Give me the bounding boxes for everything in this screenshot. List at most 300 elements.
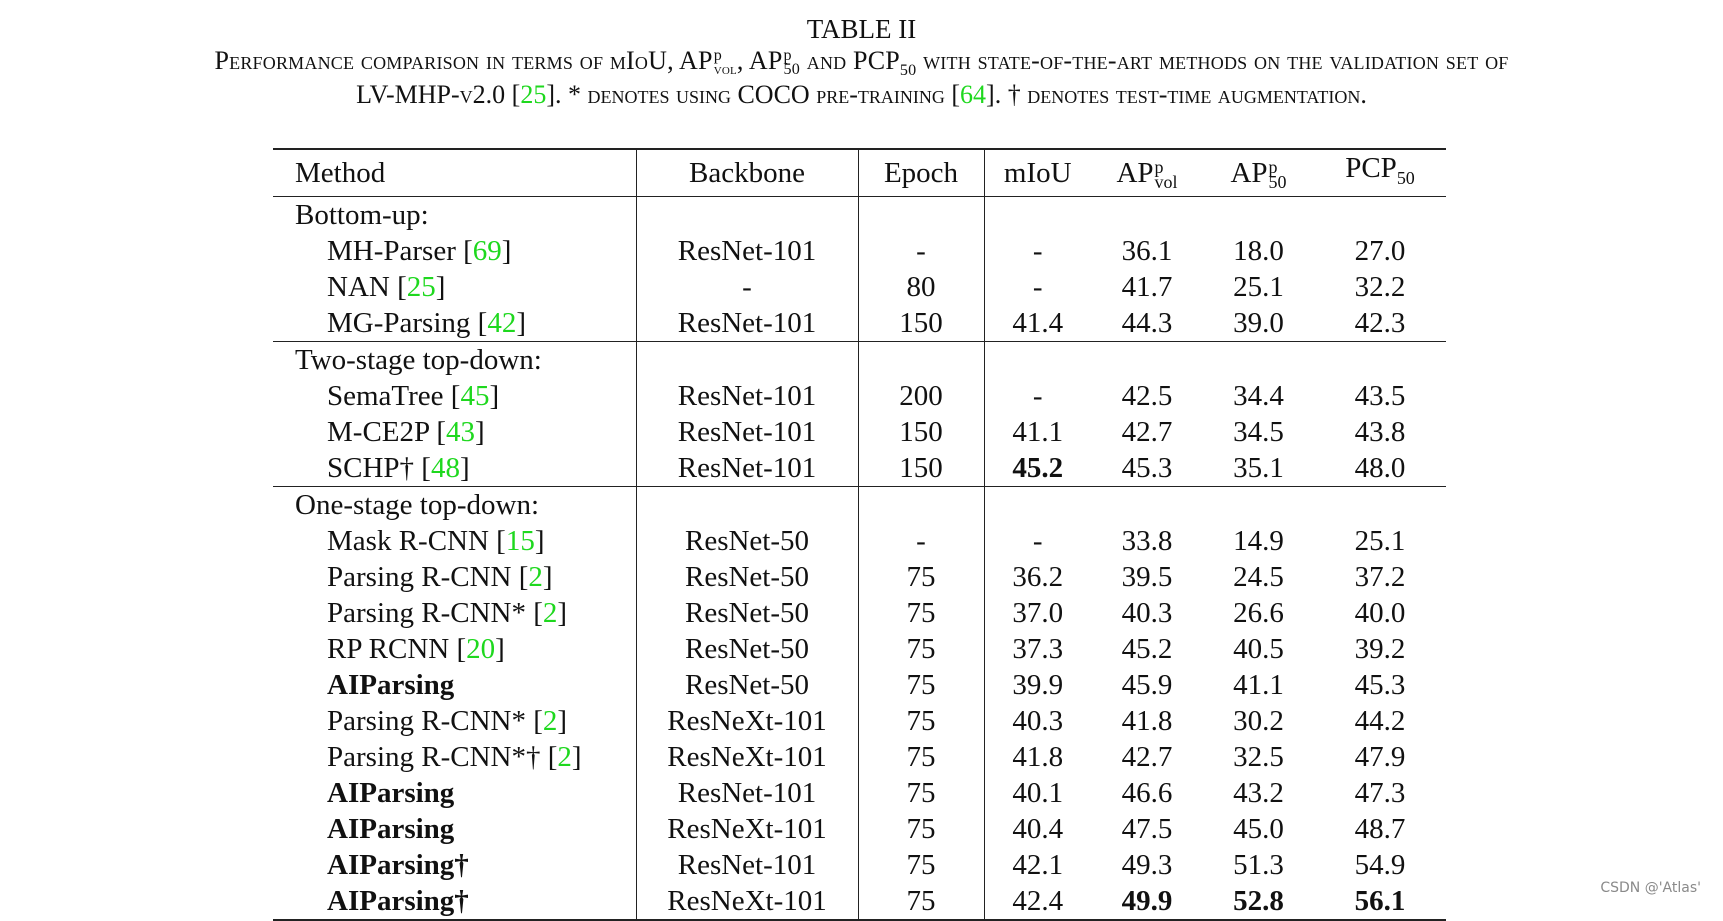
cell-value: 14.9 <box>1233 524 1284 557</box>
pcp-50-cell <box>1314 883 1446 920</box>
ap-vol-cell <box>1091 595 1203 631</box>
backbone-cell <box>636 305 858 342</box>
miou-cell <box>984 378 1091 414</box>
cell-value: 37.0 <box>1012 596 1064 629</box>
cell-value: 37.2 <box>1354 560 1406 593</box>
ap-50-cell <box>1203 233 1314 269</box>
cell-value: 80 <box>906 270 936 303</box>
method-cell <box>273 775 636 811</box>
cell-value: ResNet-50 <box>684 524 810 557</box>
cell-value: 45.3 <box>1354 668 1406 701</box>
cell-value: 25.1 <box>1354 524 1406 557</box>
ap-50-cell <box>1203 450 1314 487</box>
method-name: M-CE2P <box>327 415 430 448</box>
method-name: Parsing R-CNN*† <box>327 740 541 773</box>
cell-value: 40.5 <box>1233 632 1284 665</box>
ap-50-cell <box>1203 269 1314 305</box>
cell-value: 41.7 <box>1121 270 1173 303</box>
backbone-cell <box>636 631 858 667</box>
method-name: Parsing R-CNN <box>327 560 512 593</box>
method-name: MH-Parser <box>327 234 456 267</box>
table-title: TABLE II <box>806 14 917 44</box>
header-backbone: Backbone <box>636 149 858 196</box>
miou-cell <box>984 775 1091 811</box>
ap-50-cell <box>1203 523 1314 559</box>
empty-cell <box>984 196 1091 233</box>
ap-vol-cell <box>1091 233 1203 269</box>
table-row <box>273 847 1446 883</box>
pcp-50-cell <box>1314 233 1446 269</box>
empty-cell <box>1091 341 1203 378</box>
cell-value: ResNet-50 <box>684 560 810 593</box>
cell-value: 34.5 <box>1233 415 1284 448</box>
cell-value: 75 <box>906 884 936 917</box>
miou-cell <box>984 667 1091 703</box>
sub: vol <box>1154 172 1178 193</box>
cell-value: 75 <box>906 596 936 629</box>
ap-50-cell <box>1203 414 1314 450</box>
header-miou: mIoU <box>984 149 1091 196</box>
cell-value: 32.2 <box>1354 270 1406 303</box>
empty-cell <box>1314 341 1446 378</box>
method-cell: Parsing R-CNN* [2] <box>273 703 636 739</box>
cell-value: 34.4 <box>1233 379 1284 412</box>
miou-cell <box>984 233 1091 269</box>
empty-cell <box>636 196 858 233</box>
cell-value: ResNet-101 <box>677 379 817 412</box>
ap-vol-cell <box>1091 559 1203 595</box>
cell-value: 24.5 <box>1233 560 1284 593</box>
epoch-cell <box>858 378 984 414</box>
ap-vol-scripts <box>713 46 737 79</box>
cell-value: 40.1 <box>1012 776 1064 809</box>
cell-value: 27.0 <box>1354 234 1406 267</box>
caption-text: with state-of-the-art methods on the validation set of <box>916 46 1509 75</box>
citation-link[interactable]: 15 <box>505 524 535 557</box>
cell-value: ResNet-101 <box>677 451 817 484</box>
cell-value: ResNet-101 <box>677 234 817 267</box>
citation-link[interactable]: 64 <box>960 80 987 109</box>
backbone-cell <box>636 847 858 883</box>
cell-value: 33.8 <box>1121 524 1173 557</box>
table-row <box>273 811 1446 847</box>
ap-50-scripts <box>783 46 801 79</box>
cell-value: 75 <box>906 740 936 773</box>
header-ap-50 <box>1203 149 1314 196</box>
method-name: SCHP† <box>327 451 415 484</box>
cell-value: 39.9 <box>1012 668 1064 701</box>
epoch-cell <box>858 559 984 595</box>
cell-value: 49.9 <box>1121 884 1173 917</box>
ap-vol-cell <box>1091 523 1203 559</box>
cell-value: ResNet-50 <box>684 668 810 701</box>
cell-value: - <box>742 270 752 303</box>
cell-value: 150 <box>899 306 943 339</box>
miou-cell <box>984 811 1091 847</box>
ap-50-cell <box>1203 559 1314 595</box>
pcp-50-cell <box>1314 414 1446 450</box>
cell-value: 39.0 <box>1233 306 1284 339</box>
cell-value: 18.0 <box>1233 234 1284 267</box>
method-cell: MH-Parser [69] <box>273 233 636 269</box>
miou-cell <box>984 595 1091 631</box>
method-name: AIParsing <box>327 776 455 809</box>
pcp-50-cell <box>1314 667 1446 703</box>
caption-text: Performance comparison in terms of mIoU, AP <box>214 46 713 75</box>
backbone-cell <box>636 450 858 487</box>
epoch-cell <box>858 739 984 775</box>
empty-cell <box>636 341 858 378</box>
caption-text: ]. † denotes test-time augmentation. <box>986 80 1367 109</box>
table-body <box>273 196 1446 920</box>
table-row <box>273 269 1446 305</box>
backbone-cell <box>636 667 858 703</box>
cell-value: ResNet-101 <box>677 848 817 881</box>
empty-cell <box>1203 341 1314 378</box>
table-row <box>273 883 1446 920</box>
ap-vol-cell <box>1091 883 1203 920</box>
cell-value: 54.9 <box>1354 848 1406 881</box>
table-row <box>273 378 1446 414</box>
epoch-cell <box>858 450 984 487</box>
cell-value: 75 <box>906 560 936 593</box>
miou-cell <box>984 450 1091 487</box>
method-name: AIParsing <box>327 668 455 701</box>
ap-vol-cell <box>1091 269 1203 305</box>
sub: 50 <box>1396 167 1415 188</box>
method-cell: Parsing R-CNN [2] <box>273 559 636 595</box>
cell-value: 45.3 <box>1121 451 1173 484</box>
empty-cell <box>636 486 858 523</box>
ap-50-cell <box>1203 739 1314 775</box>
cell-value: 42.1 <box>1012 848 1064 881</box>
cell-value: 42.7 <box>1121 740 1173 773</box>
cell-value: 45.2 <box>1012 451 1064 484</box>
caption-text: pre-training [ <box>809 80 961 109</box>
ap-vol-cell <box>1091 378 1203 414</box>
pcp-50-cell <box>1314 739 1446 775</box>
cell-value: ResNeXt-101 <box>667 740 827 773</box>
cell-value: 39.5 <box>1121 560 1173 593</box>
ap-vol-cell <box>1091 703 1203 739</box>
cell-value: - <box>916 234 926 267</box>
cell-value: 41.4 <box>1012 306 1064 339</box>
table-row <box>273 559 1446 595</box>
epoch-cell <box>858 811 984 847</box>
sub: 50 <box>1268 172 1287 193</box>
epoch-cell <box>858 631 984 667</box>
method-name: MG-Parsing <box>327 306 471 339</box>
sup: p <box>1154 156 1164 177</box>
cell-value: 40.3 <box>1012 704 1064 737</box>
empty-cell <box>984 486 1091 523</box>
cell-value: ResNet-50 <box>684 596 810 629</box>
table-row <box>273 450 1446 487</box>
table-row <box>273 595 1446 631</box>
cell-value: 42.7 <box>1121 415 1173 448</box>
watermark: CSDN @'Atlas' <box>1600 880 1701 896</box>
cell-value: 30.2 <box>1233 704 1284 737</box>
pcp-50-cell <box>1314 305 1446 342</box>
cell-value: 26.6 <box>1233 596 1284 629</box>
ap-50-cell <box>1203 811 1314 847</box>
backbone-cell <box>636 595 858 631</box>
label: PCP <box>1345 152 1397 184</box>
label: AP <box>1116 156 1154 189</box>
cell-value: 75 <box>906 704 936 737</box>
method-cell <box>273 847 636 883</box>
section-label: Bottom-up: <box>273 196 636 233</box>
cell-value: 46.6 <box>1121 776 1173 809</box>
method-name: Mask R-CNN <box>327 524 489 557</box>
ap-50-cell <box>1203 378 1314 414</box>
cell-value: ResNeXt-101 <box>667 704 827 737</box>
cell-value: 75 <box>906 632 936 665</box>
cell-value: 75 <box>906 812 936 845</box>
cell-value: 44.3 <box>1121 306 1173 339</box>
empty-cell <box>858 486 984 523</box>
citation-link[interactable]: 42 <box>487 306 517 339</box>
table-row <box>273 667 1446 703</box>
epoch-cell <box>858 523 984 559</box>
method-name: AIParsing <box>327 812 455 845</box>
ap-vol-cell <box>1091 811 1203 847</box>
header-ap-vol <box>1091 149 1203 196</box>
ap-50-cell <box>1203 883 1314 920</box>
cell-value: 47.9 <box>1354 740 1406 773</box>
empty-cell <box>1314 196 1446 233</box>
cell-value: 40.0 <box>1354 596 1406 629</box>
cell-value: 75 <box>906 776 936 809</box>
comparison-table <box>273 148 1446 921</box>
cell-value: 45.2 <box>1121 632 1173 665</box>
ap-50-cell <box>1203 631 1314 667</box>
table-row <box>273 523 1446 559</box>
cell-value: - <box>1032 234 1043 267</box>
caption-text: , AP <box>736 46 783 75</box>
cell-value: ResNeXt-101 <box>667 884 827 917</box>
cell-value: 49.3 <box>1121 848 1173 881</box>
miou-cell <box>984 739 1091 775</box>
miou-cell <box>984 703 1091 739</box>
sub: 50 <box>899 62 917 80</box>
cell-value: 39.2 <box>1354 632 1406 665</box>
citation-link[interactable]: 2 <box>542 596 558 629</box>
empty-cell <box>1091 486 1203 523</box>
empty-cell <box>858 341 984 378</box>
section-header-row <box>273 196 1446 233</box>
empty-cell <box>858 196 984 233</box>
citation-link[interactable]: 2 <box>557 740 572 773</box>
method-name: RP RCNN <box>327 632 450 665</box>
method-name: SemaTree <box>327 379 444 412</box>
table-row <box>273 775 1446 811</box>
method-cell <box>273 883 636 920</box>
citation-link[interactable]: 25 <box>520 80 547 109</box>
pcp-50-cell <box>1314 378 1446 414</box>
cell-value: 35.1 <box>1233 451 1284 484</box>
method-cell: Parsing R-CNN* [2] <box>273 595 636 631</box>
backbone-cell <box>636 378 858 414</box>
backbone-cell <box>636 269 858 305</box>
cell-value: 56.1 <box>1354 884 1406 917</box>
backbone-cell <box>636 523 858 559</box>
sup: p <box>1268 156 1278 177</box>
cell-value: 40.4 <box>1012 812 1064 845</box>
backbone-cell <box>636 233 858 269</box>
pcp-50-cell <box>1314 450 1446 487</box>
citation-link[interactable]: 69 <box>472 234 502 267</box>
empty-cell <box>1203 486 1314 523</box>
epoch-cell <box>858 847 984 883</box>
miou-cell <box>984 269 1091 305</box>
empty-cell <box>984 341 1091 378</box>
pcp-50-cell <box>1314 523 1446 559</box>
cell-value: 42.3 <box>1354 306 1406 339</box>
cell-value: - <box>1032 270 1043 303</box>
ap-50-cell <box>1203 667 1314 703</box>
cell-value: 75 <box>906 848 936 881</box>
citation-link[interactable]: 43 <box>445 415 475 448</box>
cell-value: 150 <box>899 415 943 448</box>
table-row <box>273 414 1446 450</box>
ap-vol-cell <box>1091 450 1203 487</box>
cell-value: - <box>1032 379 1043 412</box>
sup: p <box>713 46 722 64</box>
cell-value: 42.5 <box>1121 379 1173 412</box>
table-row <box>273 233 1446 269</box>
cell-value: 41.8 <box>1012 740 1064 773</box>
cell-value: ResNet-50 <box>684 632 810 665</box>
cell-value: 40.3 <box>1121 596 1173 629</box>
method-name: AIParsing† <box>327 884 469 917</box>
method-cell: SCHP† [48] <box>273 450 636 487</box>
sup: p <box>783 46 792 64</box>
cell-value: 43.5 <box>1354 379 1406 412</box>
method-cell: MG-Parsing [42] <box>273 305 636 342</box>
cell-value: 36.2 <box>1012 560 1064 593</box>
sub: 50 <box>783 61 801 79</box>
cell-value: - <box>916 524 926 557</box>
cell-value: 25.1 <box>1233 270 1284 303</box>
cell-value: 52.8 <box>1233 884 1284 917</box>
cell-value: 48.7 <box>1354 812 1406 845</box>
backbone-cell <box>636 414 858 450</box>
method-cell: SemaTree [45] <box>273 378 636 414</box>
citation-link[interactable]: 25 <box>406 270 436 303</box>
ap-vol-cell <box>1091 667 1203 703</box>
ap-vol-cell <box>1091 414 1203 450</box>
pcp-50-cell <box>1314 269 1446 305</box>
backbone-cell <box>636 811 858 847</box>
cell-value: 32.5 <box>1233 740 1284 773</box>
ap-50-cell <box>1203 775 1314 811</box>
citation-link[interactable]: 2 <box>542 704 558 737</box>
cell-value: 44.2 <box>1354 704 1406 737</box>
ap-vol-cell <box>1091 631 1203 667</box>
miou-cell <box>984 305 1091 342</box>
cell-value: 43.2 <box>1233 776 1284 809</box>
cell-value: 43.8 <box>1354 415 1406 448</box>
backbone-cell <box>636 883 858 920</box>
cell-value: ResNet-101 <box>677 415 817 448</box>
cell-value: 51.3 <box>1233 848 1284 881</box>
table-caption-line-1 <box>0 46 1723 80</box>
citation-link[interactable]: 48 <box>430 451 460 484</box>
caption-text: COCO <box>737 80 810 109</box>
method-cell: NAN [25] <box>273 269 636 305</box>
cell-value: 41.1 <box>1012 415 1064 448</box>
epoch-cell <box>858 595 984 631</box>
method-name: NAN <box>327 270 390 303</box>
miou-cell <box>984 847 1091 883</box>
miou-cell <box>984 559 1091 595</box>
method-cell <box>273 667 636 703</box>
method-name: AIParsing† <box>327 848 469 881</box>
header-row <box>273 149 1446 196</box>
backbone-cell <box>636 703 858 739</box>
sub: vol <box>713 61 737 79</box>
cell-value: ResNeXt-101 <box>667 812 827 845</box>
table-caption-line-2 <box>0 80 1723 110</box>
pcp-50-cell <box>1314 775 1446 811</box>
cell-value: 45.9 <box>1121 668 1173 701</box>
pcp-50-cell <box>1314 631 1446 667</box>
ap-50-cell <box>1203 703 1314 739</box>
caption-text: and PCP <box>800 46 900 75</box>
epoch-cell <box>858 883 984 920</box>
ap-vol-cell <box>1091 305 1203 342</box>
citation-link[interactable]: 2 <box>528 560 543 593</box>
cell-value: 41.8 <box>1121 704 1173 737</box>
method-cell: RP RCNN [20] <box>273 631 636 667</box>
cell-value: 47.3 <box>1354 776 1406 809</box>
citation-link[interactable]: 20 <box>466 632 496 665</box>
section-label: One-stage top-down: <box>273 486 636 523</box>
method-name: Parsing R-CNN* <box>327 596 526 629</box>
cell-value: ResNet-101 <box>677 306 817 339</box>
section-header-row <box>273 486 1446 523</box>
ap-50-cell <box>1203 305 1314 342</box>
miou-cell <box>984 631 1091 667</box>
method-cell: Mask R-CNN [15] <box>273 523 636 559</box>
miou-cell <box>984 883 1091 920</box>
method-cell: M-CE2P [43] <box>273 414 636 450</box>
header-pcp-50 <box>1314 149 1446 196</box>
citation-link[interactable]: 45 <box>460 379 490 412</box>
epoch-cell <box>858 305 984 342</box>
cell-value: 75 <box>906 668 936 701</box>
table-row <box>273 739 1446 775</box>
ap-50-cell <box>1203 847 1314 883</box>
cell-value: ResNet-101 <box>677 776 817 809</box>
cell-value: 200 <box>899 379 943 412</box>
pcp-50-cell <box>1314 703 1446 739</box>
backbone-cell <box>636 775 858 811</box>
empty-cell <box>1091 196 1203 233</box>
cell-value: 37.3 <box>1012 632 1064 665</box>
table-row <box>273 703 1446 739</box>
epoch-cell <box>858 233 984 269</box>
cell-value: 150 <box>899 451 943 484</box>
epoch-cell <box>858 414 984 450</box>
method-cell: Parsing R-CNN*† [2] <box>273 739 636 775</box>
empty-cell <box>1203 196 1314 233</box>
caption-text: LV-MHP-v2.0 [ <box>356 80 521 109</box>
ap-vol-cell <box>1091 775 1203 811</box>
epoch-cell <box>858 667 984 703</box>
pcp-50-cell <box>1314 847 1446 883</box>
